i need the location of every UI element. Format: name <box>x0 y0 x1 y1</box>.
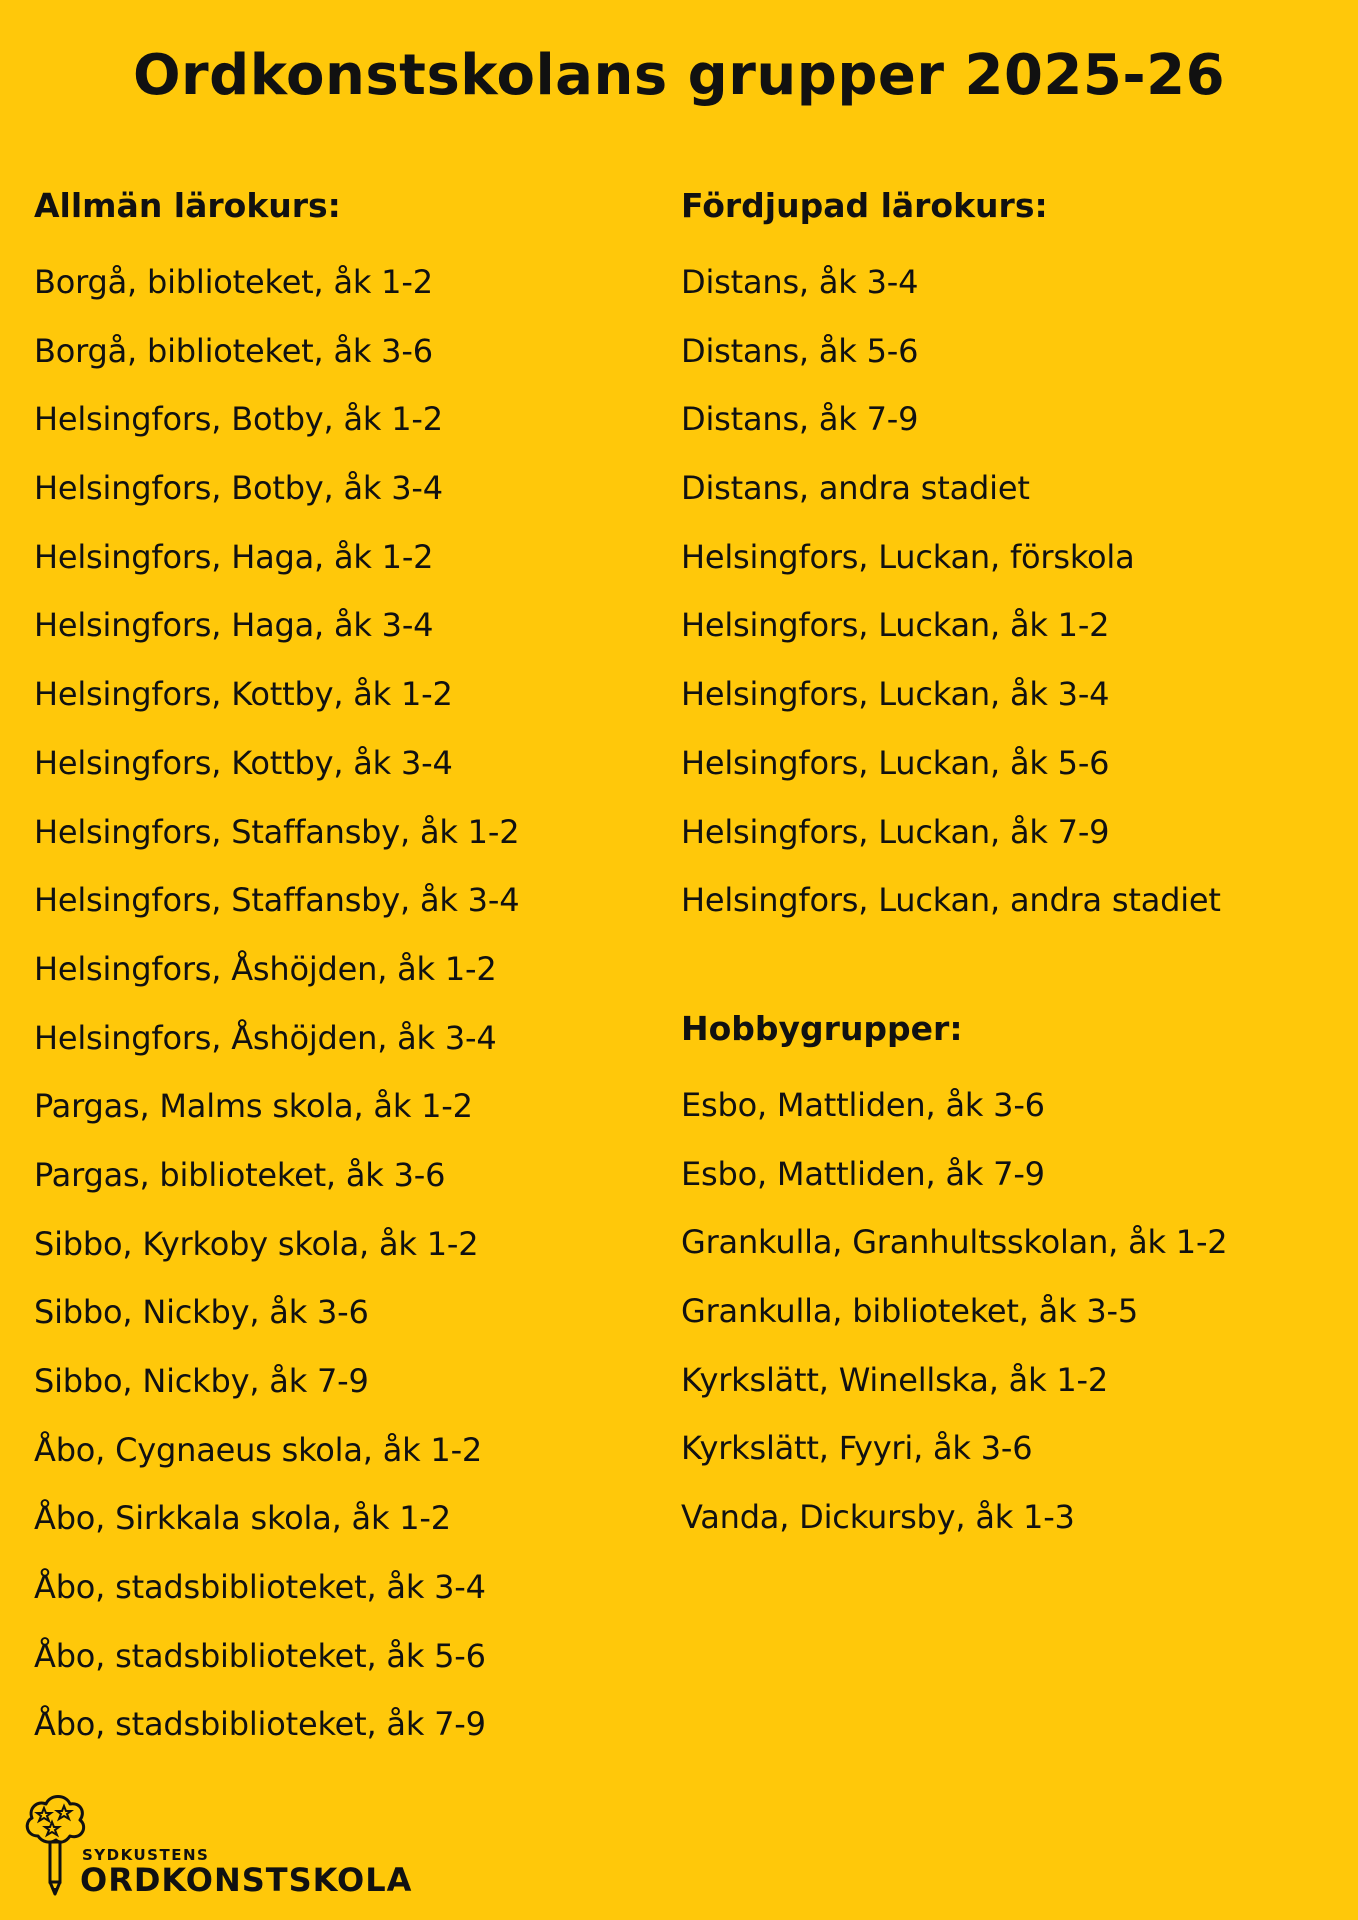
list-item: Helsingfors, Botby, åk 3-4 <box>34 469 443 508</box>
list-item: Sibbo, Nickby, åk 7-9 <box>34 1362 369 1400</box>
logo-big-text: ORDKONSTSKOLA <box>80 1861 413 1899</box>
list-item: Grankulla, biblioteket, åk 3-5 <box>681 1291 1139 1330</box>
list-item: Pargas, Malms skola, åk 1-2 <box>34 1087 473 1126</box>
list-item: Kyrkslätt, Winellska, åk 1-2 <box>681 1360 1109 1399</box>
list-item: Åbo, stadsbiblioteket, åk 7-9 <box>34 1705 486 1744</box>
advanced-course-section <box>681 176 1341 935</box>
list-item: Sibbo, Nickby, åk 3-6 <box>34 1293 369 1332</box>
right-column <box>681 176 1341 1552</box>
list-item: Helsingfors, Luckan, åk 7-9 <box>681 812 1110 851</box>
list-item: Distans, åk 7-9 <box>681 400 919 439</box>
list-item: Distans, åk 5-6 <box>681 331 919 370</box>
school-logo <box>20 1784 413 1904</box>
list-item: Helsingfors, Luckan, åk 5-6 <box>681 743 1110 782</box>
list-item: Grankulla, Granhultsskolan, åk 1-2 <box>681 1223 1228 1262</box>
list-item: Helsingfors, Luckan, andra stadiet <box>681 881 1221 920</box>
list-item: Helsingfors, Luckan, åk 3-4 <box>681 675 1110 714</box>
list-item: Pargas, biblioteket, åk 3-6 <box>34 1155 446 1194</box>
list-item: Helsingfors, Luckan, åk 1-2 <box>681 606 1110 645</box>
advanced-course-heading: Fördjupad lärokurs: <box>681 186 1048 225</box>
list-item: Åbo, Cygnaeus skola, åk 1-2 <box>34 1430 483 1469</box>
section-spacer <box>681 935 1341 999</box>
list-item: Esbo, Mattliden, åk 3-6 <box>681 1085 1045 1124</box>
list-item: Helsingfors, Åshöjden, åk 1-2 <box>34 949 497 988</box>
list-item: Åbo, Sirkkala skola, åk 1-2 <box>34 1499 451 1538</box>
list-item: Sibbo, Kyrkoby skola, åk 1-2 <box>34 1224 479 1263</box>
list-item: Helsingfors, Luckan, förskola <box>681 537 1135 576</box>
list-item: Distans, åk 3-4 <box>681 263 919 301</box>
list-item: Helsingfors, Staffansby, åk 1-2 <box>34 812 520 851</box>
advanced-course-list <box>681 248 1341 935</box>
logo-small-text: SYDKUSTENS <box>82 1846 210 1864</box>
general-course-heading: Allmän lärokurs: <box>34 186 341 225</box>
list-item: Åbo, stadsbiblioteket, åk 5-6 <box>34 1636 486 1675</box>
list-item: Helsingfors, Botby, åk 1-2 <box>34 400 443 439</box>
list-item: Åbo, stadsbiblioteket, åk 3-4 <box>34 1568 486 1607</box>
list-item: Kyrkslätt, Fyyri, åk 3-6 <box>681 1429 1033 1468</box>
list-item: Esbo, Mattliden, åk 7-9 <box>681 1154 1045 1193</box>
list-item: Helsingfors, Åshöjden, åk 3-4 <box>34 1018 497 1057</box>
list-item: Borgå, biblioteket, åk 1-2 <box>34 263 433 301</box>
hobby-groups-heading: Hobbygrupper: <box>681 1008 963 1048</box>
list-item: Borgå, biblioteket, åk 3-6 <box>34 331 433 370</box>
list-item: Helsingfors, Kottby, åk 1-2 <box>34 675 453 714</box>
list-item: Helsingfors, Haga, åk 3-4 <box>34 606 434 645</box>
hobby-groups-list <box>681 1071 1341 1552</box>
page-title: Ordkonstskolans grupper 2025-26 <box>132 43 1226 108</box>
list-item: Helsingfors, Staffansby, åk 3-4 <box>34 881 520 920</box>
list-item: Helsingfors, Haga, åk 1-2 <box>34 537 434 576</box>
list-item: Helsingfors, Kottby, åk 3-4 <box>34 743 453 782</box>
general-course-section <box>34 176 654 1759</box>
list-item: Vanda, Dickursby, åk 1-3 <box>681 1498 1075 1536</box>
general-course-list <box>34 248 654 1759</box>
list-item: Distans, andra stadiet <box>681 469 1030 508</box>
hobby-groups-section <box>681 999 1341 1552</box>
